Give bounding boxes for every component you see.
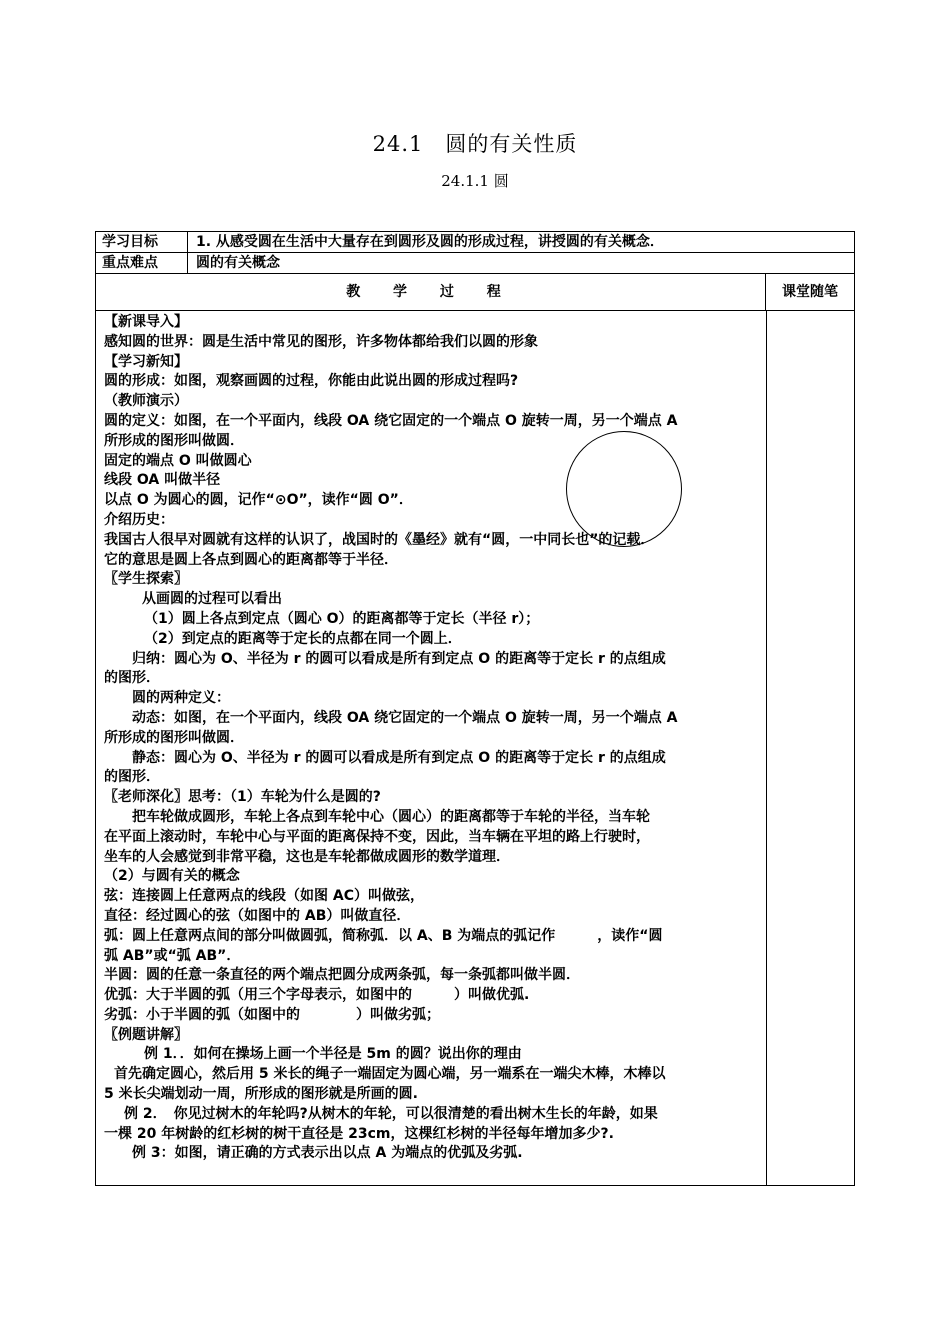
content-line: 所形成的图形叫做圆． — [104, 729, 244, 746]
content-line: 所形成的图形叫做圆． — [104, 432, 244, 449]
content-line: 弧 AB”或“弧 AB”． — [104, 947, 241, 964]
content-line: 【新课导入】 — [104, 314, 188, 330]
content-line: 圆的形成：如图，观察画圆的过程，你能由此说出圆的形成过程吗? — [104, 373, 519, 390]
key-label: 重点难点 — [96, 253, 188, 273]
content-line: 坐车的人会感觉到非常平稳，这也是车轮都做成圆形的数学道理． — [104, 848, 510, 865]
page-subtitle: 24.1.1 圆 — [441, 172, 509, 190]
content-line: 我国古人很早对圆就有这样的认识了，战国时的《墨经》就有“圆，一中同长也”的记载． — [104, 531, 655, 548]
content-line: 5 米长尖端划动一周，所形成的图形就是所画的圆. — [104, 1086, 418, 1103]
content-line: 在平面上滚动时，车轮中心与平面的距离保持不变，因此，当车辆在平坦的路上行驶时， — [104, 828, 650, 845]
content-line: 把车轮做成圆形，车轮上各点到车轮中心（圆心）的距离都等于车轮的半径，当车轮 — [132, 808, 650, 825]
content-line: 劣弧：小于半圆的弧（如图中的 ）叫做劣弧； — [104, 1006, 440, 1023]
content-line: 〖例题讲解〗 — [104, 1026, 188, 1043]
content-line: 直径：经过圆心的弦（如图中的 AB）叫做直径． — [104, 907, 411, 924]
content-line: 它的意思是圆上各点到圆心的距离都等于半径． — [104, 551, 398, 568]
goal-label: 学习目标 — [96, 232, 188, 252]
content-line: 一棵 20 年树龄的红杉树的树干直径是 23cm，这棵红杉树的半径每年增加多少?. — [104, 1125, 614, 1142]
lesson-content — [104, 313, 760, 1164]
content-line: 固定的端点 O 叫做圆心 — [104, 452, 252, 469]
content-line: 圆的两种定义： — [132, 690, 230, 707]
content-line: 例 1．．如何在操场上画一个半径是 5m 的圆？说出你的理由 — [144, 1046, 522, 1063]
content-line: 的图形． — [104, 670, 160, 687]
circle-figure — [566, 431, 682, 547]
notes-column — [766, 311, 767, 1185]
content-line: （1）圆上各点到定点（圆心 O）的距离都等于定长（半径 r）； — [144, 610, 540, 627]
content-line: 从画圆的过程可以看出 — [142, 591, 282, 608]
content-line: 例 2． 你见过树木的年轮吗?从树木的年轮，可以很清楚的看出树木生长的年龄，如果 — [124, 1105, 658, 1122]
content-line: 【学习新知】 — [104, 353, 188, 370]
content-line: 归纳：圆心为 O、半径为 r 的圆可以看成是所有到定点 O 的距离等于定长 r 的点组成 — [132, 650, 666, 667]
lesson-table — [95, 231, 855, 1186]
notes-header: 课堂随笔 — [782, 284, 838, 300]
content-line: （教师演示） — [104, 393, 188, 410]
content-line: 介绍历史： — [104, 511, 174, 528]
content-line: （2）到定点的距离等于定长的点都在同一个圆上． — [144, 630, 462, 647]
goal-value: 1. 从感受圆在生活中大量存在到圆形及圆的形成过程，讲授圆的有关概念． — [196, 234, 664, 250]
content-line: 弦：连接圆上任意两点的线段（如图 AC）叫做弦， — [104, 888, 424, 905]
content-line: 以点 O 为圆心的圆，记作“⊙O”，读作“圆 O”． — [104, 492, 413, 509]
content-line: 〖学生探索〗 — [104, 571, 188, 588]
content-line: 静态：圆心为 O、半径为 r 的圆可以看成是所有到定点 O 的距离等于定长 r 的点组成 — [132, 749, 666, 766]
content-line: 线段 OA 叫做半径 — [104, 472, 221, 489]
header-row — [96, 274, 854, 311]
key-row — [96, 253, 854, 274]
content-line: 〖老师深化〗思考：（1）车轮为什么是圆的? — [104, 789, 381, 806]
content-line: 弧：圆上任意两点间的部分叫做圆弧，简称弧．以 A、B 为端点的弧记作 ，读作“圆 — [104, 927, 663, 944]
content-line: 感知圆的世界：圆是生活中常见的图形，许多物体都给我们以圆的形象 — [104, 333, 538, 350]
content-line: 优弧：大于半圆的弧（用三个字母表示，如图中的 ）叫做优弧. — [104, 987, 530, 1004]
content-line: 的图形． — [104, 769, 160, 786]
content-line: 首先确定圆心，然后用 5 米长的绳子一端固定为圆心端，另一端系在一端尖木棒，木棒以 — [114, 1066, 666, 1083]
page-title: 24.1 圆的有关性质 — [372, 132, 578, 156]
content-line: （2）与圆有关的概念 — [104, 868, 240, 885]
content-line: 圆的定义：如图，在一个平面内，线段 OA 绕它固定的一个端点 O 旋转一周，另一个端点 A — [104, 412, 678, 429]
goal-row — [96, 232, 854, 253]
key-value: 圆的有关概念 — [196, 255, 280, 271]
content-line: 例 3：如图，请正确的方式表示出以点 A 为端点的优弧及劣弧. — [132, 1145, 523, 1162]
content-line: 半圆：圆的任意一条直径的两个端点把圆分成两条弧，每一条弧都叫做半圆． — [104, 967, 580, 984]
process-header: 教 学 过 程 — [96, 274, 766, 310]
content-line: 动态：如图，在一个平面内，线段 OA 绕它固定的一个端点 O 旋转一周，另一个端点 A — [132, 709, 678, 726]
